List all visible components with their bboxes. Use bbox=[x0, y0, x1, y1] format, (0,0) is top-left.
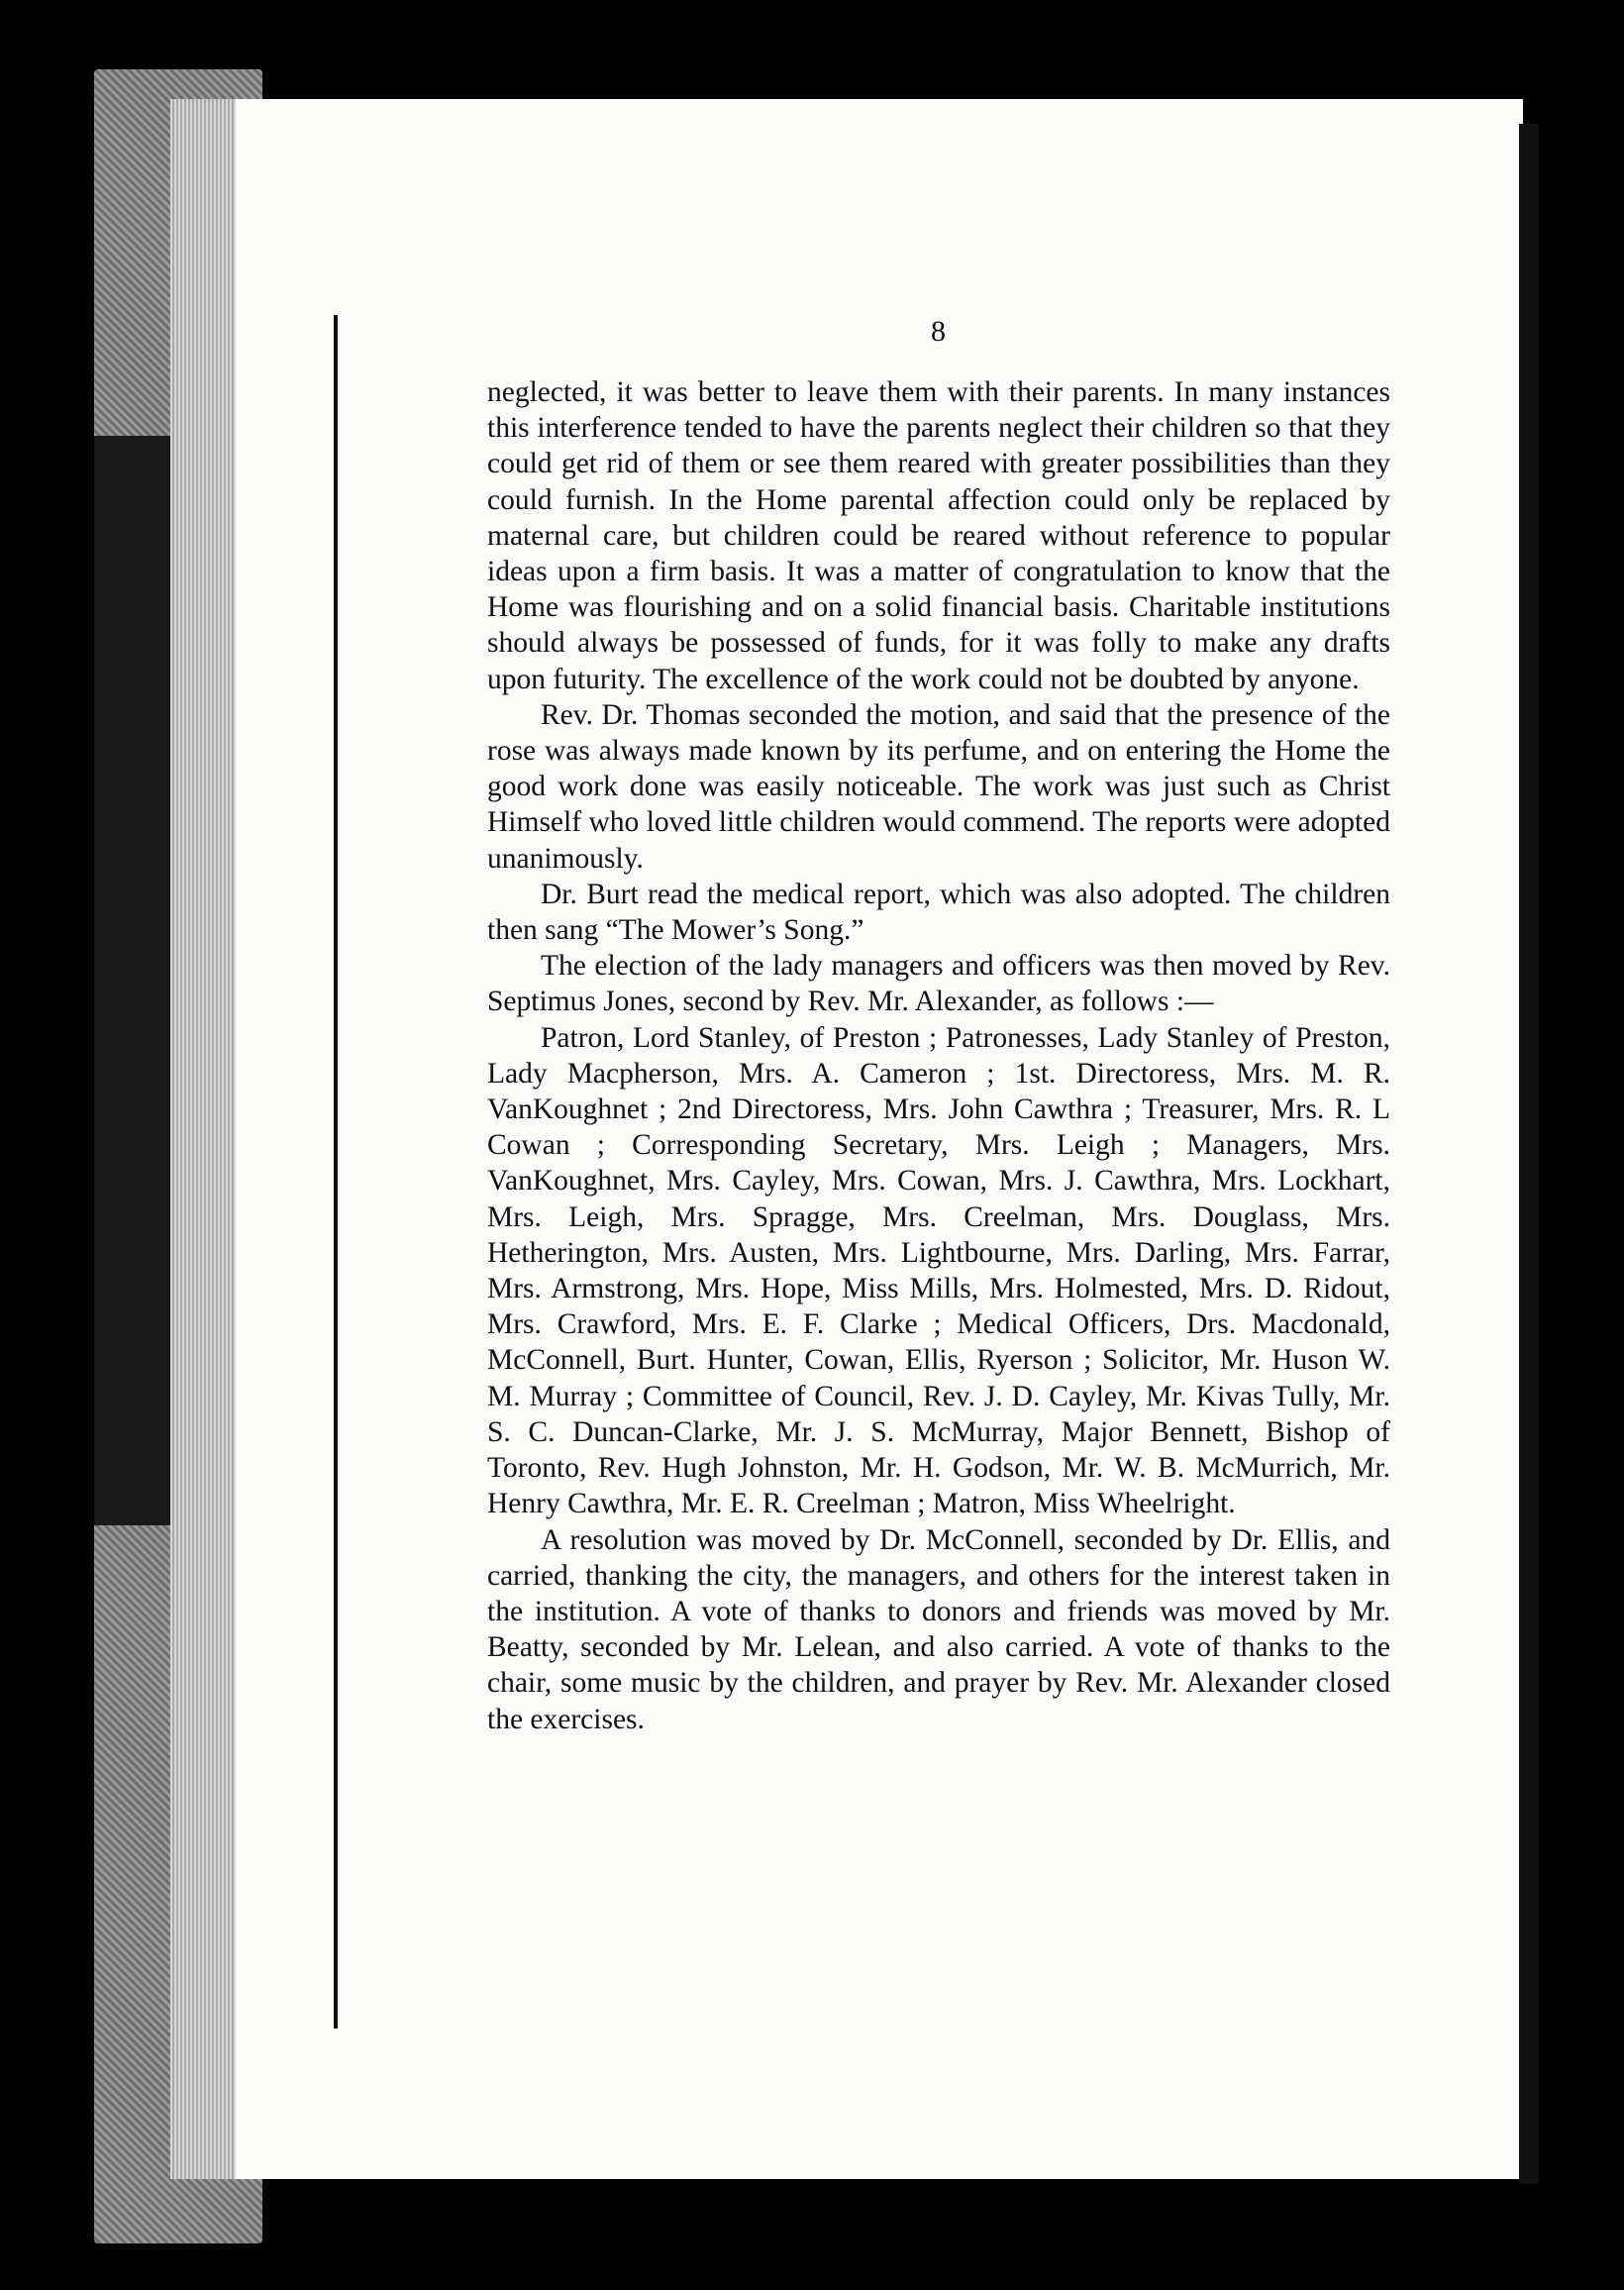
page-number: 8 bbox=[931, 315, 946, 348]
paragraph: Patron, Lord Stanley, of Preston ; Patronesses, Lady Stanley of Preston, Lady Macpherson, Mrs. A. Cameron ; 1st. Directoress, Mrs. M. R. VanKoughnet ; 2nd Directoress, Mrs. John Cawthra ; Treasurer, Mrs. R. L Cowan ; Corresponding Secretary, Mrs. Leigh ; Managers, Mrs. VanKoughnet, Mrs. Cayley, Mrs. Cowan, Mrs. J. Cawthra, Mrs. Lockhart, Mrs. Leigh, Mrs. Spragge, Mrs. Creelman, Mrs. Douglass, Mrs. Hetherington, Mrs. Austen, Mrs. Lightbourne, Mrs. Darling, Mrs. Farrar, Mrs. Armstrong, Mrs. Hope, Miss Mills, Mrs. Holmested, Mrs. D. Ridout, Mrs. Crawford, Mrs. E. F. Clarke ; Medical Officers, Drs. Macdonald, McConnell, Burt. Hunter, Cowan, Ellis, Ryerson ; Solicitor, Mr. Huson W. M. Murray ; Committee of Council, Rev. J. D. Cayley, Mr. Kivas Tully, Mr. S. C. Duncan-Clarke, Mr. J. S. McMurray, Major Bennett, Bishop of Toronto, Rev. Hugh Johnston, Mr. H. Godson, Mr. W. B. McMurrich, Mr. Henry Cawthra, Mr. E. R. Creelman ; Matron, Miss Wheelright. bbox=[487, 1021, 1390, 1520]
paragraph: Dr. Burt read the medical report, which was also adopted. The children then sang “The Mower’s Song.” bbox=[487, 878, 1390, 947]
margin-rule bbox=[334, 315, 338, 2029]
page-edges bbox=[170, 99, 240, 2179]
page-gutter-strip bbox=[1519, 124, 1539, 2184]
paragraph: Rev. Dr. Thomas seconded the motion, and said that the presence of the rose was always made known by its perfume, and on entering the Home the good work done was easily noticeable. The work was just such as Christ Himself who loved little children would commend. The reports were adopted unanimously. bbox=[487, 698, 1390, 875]
paragraph: The election of the lady managers and officers was then moved by Rev. Septimus Jones, second by Rev. Mr. Alexander, as follows :— bbox=[487, 950, 1390, 1018]
paragraph: A resolution was moved by Dr. McConnell, seconded by Dr. Ellis, and carried, thanking the city, the managers, and others for the interest taken in the institution. A vote of thanks to donors and friends was moved by Mr. Beatty, seconded by Mr. Lelean, and also carried. A vote of thanks to the chair, some music by the children, and prayer by Rev. Mr. Alexander closed the exercises. bbox=[487, 1523, 1390, 1735]
body-text bbox=[487, 374, 1390, 1737]
paragraph: neglected, it was better to leave them with their parents. In many instances this interference tended to have the parents neglect their children so that they could get rid of them or see them reared with greater possibilities than they could furnish. In the Home parental affection could only be replaced by maternal care, but children could be reared without reference to popular ideas upon a firm basis. It was a matter of congratulation to know that the Home was flourishing and on a solid financial basis. Charitable institutions should always be possessed of funds, for it was folly to make any drafts upon futurity. The excellence of the work could not be doubted by anyone. bbox=[487, 376, 1390, 695]
